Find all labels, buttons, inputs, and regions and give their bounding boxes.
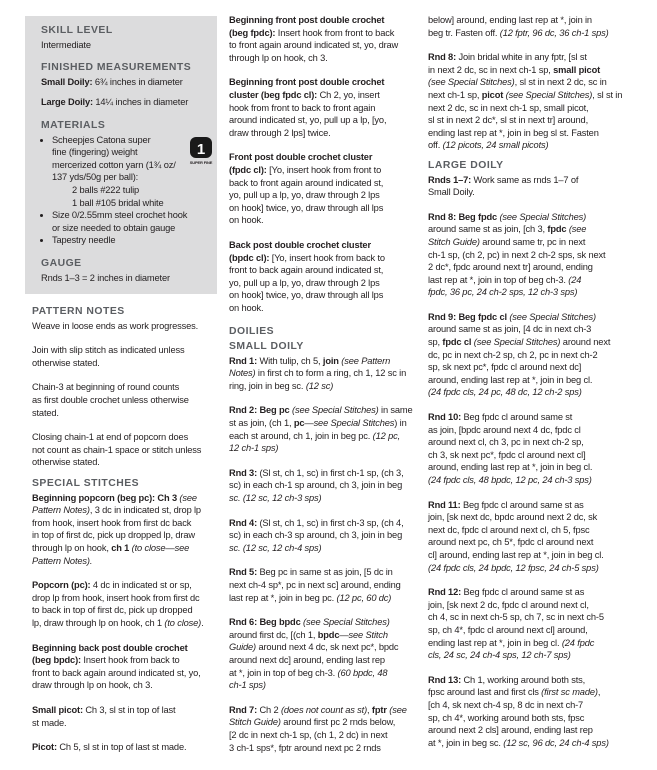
small-rnd-8: Rnd 8: Join bridal white in any fptr, [sl st in next 2 dc, sc in next ch-1 sp, small picot (see Special Stitches), sl st in next 2 dc, sc in next ch-1 sp, picot (see Special Stitches), sl st in next 2 dc, sc in next ch-1 sp, small picot, sl st in next 2 dc*, sl st in next tr] around, ending last rep at *, join in beg sl st. Fasten off. (12 picots, 24 small picots) [428, 52, 623, 151]
yarn-item: • Scheepjes Catona super fine (fingering) weight mercerized cotton yarn (1¾ oz/ 137 yds/50g per ball): 2 balls #222 tulip 1 ball #105 bridal white [52, 134, 209, 210]
small-rnd-7-cont: below] around, ending last rep at *, join in beg tr. Fasten off. (12 fptr, 96 dc, 36 ch-1 sps) [428, 15, 609, 38]
small-doily-heading: SMALL DOILY [229, 341, 304, 353]
skill-level-value: Intermediate [41, 39, 91, 50]
large-rnd-12: Rnd 12: Beg fpdc cl around same st as join, [sk next 2 dc, fpdc cl around next cl, ch 4, sc in next ch-5 sp, ch 7, sc in next ch-5 sp, ch 4*, fpdc cl around next cl] around, ending last rep at *, join in beg cl. (24 fpdc cls, 24 sc, 24 ch-4 sps, 12 ch-7 sps) [428, 587, 604, 661]
small-rnd-1: Rnd 1: With tulip, ch 5, join (see Pattern Notes) in first ch to form a ring, ch 1, 12 sc in ring, join in beg sc. (12 sc) [229, 355, 407, 391]
svg-text:1: 1 [196, 140, 206, 158]
small-rnd-4: Rnd 4: (Sl st, ch 1, sc) in first ch-3 sp, (ch 4, sc) in each ch-3 sp around, ch 3, join in beg sc. (12 sc, 12 ch-4 sps) [229, 517, 404, 553]
needle-item: • Tapestry needle [52, 234, 209, 247]
yarn-weight-icon [189, 136, 213, 166]
stitch-picot: Picot: Ch 5, sl st in top of last st made. [32, 742, 187, 753]
right-column [428, 14, 638, 749]
materials-heading: MATERIALS [41, 119, 106, 131]
large-rnd-13: Rnd 13: Ch 1, working around both sts, fpsc around last and first cls (first sc made), [ch 4, sk next ch-4 sp, 8 dc in next ch-7 sp, ch 4*, working around both sts, fpsc around next 2 cls] around, ending last rep at *, join in beg sc. (12 sc, 96 dc, 24 ch-4 sps) [428, 674, 609, 748]
pattern-notes-heading: PATTERN NOTES [32, 306, 125, 318]
large-rnds-1-7: Rnds 1–7: Work same as rnds 1–7 of Small Doily. [428, 174, 579, 198]
svg-text:SUPER FINE: SUPER FINE [189, 159, 213, 165]
large-rnd-11: Rnd 11: Beg fpdc cl around same st as join, [sk next dc, bpdc around next 2 dc, sk next dc, fpdc cl around next cl, ch 5, fpsc around next pc, ch 5*, fpdc cl around next cl] around, ending last rep at *, join in beg cl. (24 fpdc cls, 24 bpdc, 12 fpsc, 24 ch-5 sps) [428, 499, 604, 573]
skill-level-heading: SKILL LEVEL [41, 25, 113, 36]
stitch-popcorn: Popcorn (pc): 4 dc in indicated st or sp, drop lp from hook, insert hook from first dc to back in top of first dc, pick up dropped lp, draw through lp on hook, ch 1 (to close). [32, 580, 204, 628]
stitch-small-picot: Small picot: Ch 3, sl st in top of last st made. [32, 704, 176, 728]
left-column [25, 0, 217, 754]
middle-column [229, 14, 419, 754]
pattern-notes [25, 306, 217, 754]
hook-item: • Size 0/2.55mm steel crochet hook or size needed to obtain gauge [52, 209, 209, 234]
pattern-note-1: Weave in loose ends as work progresses. [32, 320, 199, 331]
large-rnd-8: Rnd 8: Beg fpdc (see Special Stitches) around same st as join, [ch 3, fpdc (see Stitch Guide) around same tr, pc in next ch-1 sp, (ch 2, pc) in next 2 ch-2 sps, sk next 2 dc*, fpdc around next tr] around, ending last rep at *, join in top of beg ch-3. (24 fpdc, 36 pc, 24 ch-2 sps, 12 ch-3 sps) [428, 211, 606, 298]
stitch-bpdc-cl: Back post double crochet cluster (bpdc cl): [Yo, insert hook from back to front to back again around indicated st, yo, pull up a lp, yo, draw through 2 lps on hook] twice, yo, draw through all lps on hook. [229, 239, 385, 313]
large-rnd-10: Rnd 10: Beg fpdc cl around same st as join, [bpdc around next 4 dc, fpdc cl around next cl, ch 3, pc in next ch-2 sp, ch 3, sk next pc*, fpdc cl around next cl] around, ending last rep at *, join in beg cl. (24 fpdc cls, 48 bpdc, 12 pc, 24 ch-3 sps) [428, 412, 593, 485]
small-rnd-3: Rnd 3: (Sl st, ch 1, sc) in first ch-1 sp, (ch 3, sc) in each ch-1 sp around, ch 3, join in beg sc. (12 sc, 12 ch-3 sps) [229, 467, 404, 503]
pattern-note-3: Chain-3 at beginning of round counts as first double crochet unless otherwise stated. [32, 382, 189, 418]
stitch-beg-fpdc: Beginning front post double crochet (beg fpdc): Insert hook from front to back to front again around indicated st, yo, draw through lp on hook, ch 3. [229, 15, 399, 63]
pattern-note-2: Join with slip stitch as indicated unless otherwise stated. [32, 345, 185, 368]
small-doily-size: Small Doily: 6¾ inches in diameter [41, 76, 183, 87]
gauge-value: Rnds 1–3 = 2 inches in diameter [41, 272, 170, 283]
stitch-beg-popcorn: Beginning popcorn (beg pc): Ch 3 (see Pattern Notes), 3 dc in indicated st, drop lp from hook, insert hook from first dc back in top of first dc, pick up dropped lp, draw through lp on hook, ch 1 (to close—see Pattern Notes). [32, 492, 201, 566]
small-rnd-6: Rnd 6: Beg bpdc (see Special Stitches) around first dc, [(ch 1, bpdc—see Stitch Guide) around next 4 dc, sk next pc*, bpdc around next dc] around, ending last rep at *, join in top of beg ch-3. (60 bpdc, 48 ch-1 sps) [229, 617, 399, 691]
stitch-fpdc-cl: Front post double crochet cluster (fpdc cl): [Yo, insert hook from front to back to front again around indicated st, yo, pull up a lp, yo, draw through 2 lps on hook] twice, yo, draw through all lps on hook. [229, 152, 384, 226]
stitch-beg-fpdc-cl: Beginning front post double crochet cluster (beg fpdc cl): Ch 2, yo, insert hook from front to back to front again around indicated st, yo, pull up a lp, [yo, draw through 2 lps] twice. [229, 77, 387, 138]
finished-measurements-heading: FINISHED MEASUREMENTS [41, 62, 192, 74]
large-doily-size: Large Doily: 14¼ inches in diameter [41, 97, 189, 108]
small-rnd-2: Rnd 2: Beg pc (see Special Stitches) in same st as join, (ch 1, pc—see Special Stitches) in each st around, ch 1, join in beg pc. (12 pc, 12 ch-1 sps) [229, 405, 413, 454]
stitch-beg-bpdc: Beginning back post double crochet (beg bpdc): Insert hook from back to front to back again around indicated st, yo, draw through lp on hook, ch 3. [32, 642, 201, 691]
materials-list [41, 134, 213, 247]
small-rnd-5: Rnd 5: Beg pc in same st as join, [5 dc in next ch-4 sp*, pc in next sc] around, ending last rep at *, join in beg pc. (12 pc, 60 dc) [229, 567, 401, 603]
pattern-note-4: Closing chain-1 at end of popcorn does not count as chain-1 space or stitch unless otherwise stated. [32, 432, 202, 468]
large-rnd-9: Rnd 9: Beg fpdc cl (see Special Stitches) around same st as join, [4 dc in next ch-3 sp, fpdc cl (see Special Stitches) around next dc, pc in next ch-2 sp, ch 2, pc in next ch-2 sp, sk next pc*, fpdc cl around next dc] around, ending last rep at *, join in beg cl. (24 fpdc cls, 24 pc, 48 dc, 12 ch-2 sps) [428, 311, 611, 398]
special-stitches-heading: SPECIAL STITCHES [32, 478, 140, 490]
small-rnd-7: Rnd 7: Ch 2 (does not count as st), fptr (see Stitch Guide) around first pc 2 rnds below, [2 dc in next ch-1 sp, (ch 1, 2 dc) in next 3 ch-1 sps*, fptr around next pc 2 rnds [229, 704, 407, 753]
large-doily-heading: LARGE DOILY [428, 159, 504, 171]
doilies-heading: DOILIES [229, 326, 275, 338]
gauge-heading: GAUGE [41, 257, 82, 269]
info-box [25, 16, 217, 294]
